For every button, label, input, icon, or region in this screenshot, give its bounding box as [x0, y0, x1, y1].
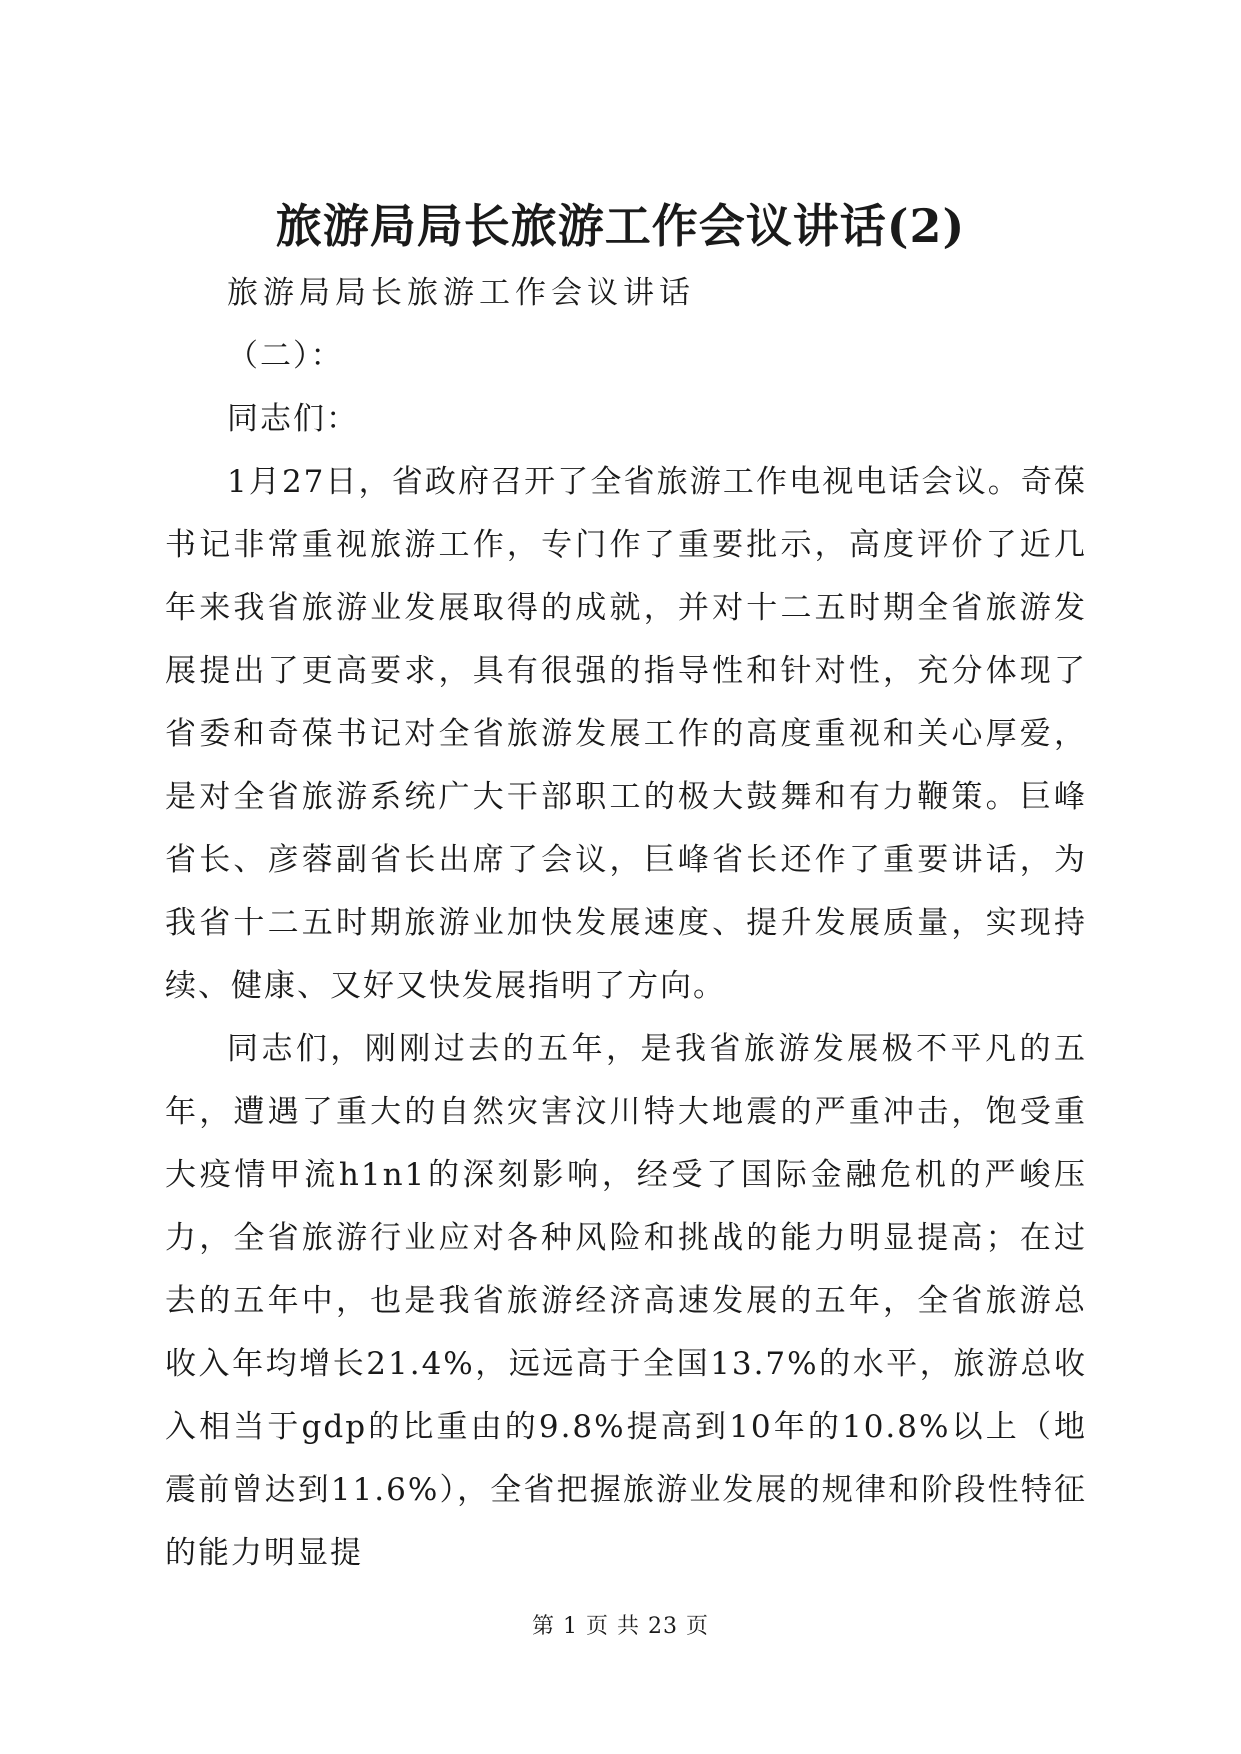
- document-subtitle: 旅游局局长旅游工作会议讲话: [227, 275, 695, 311]
- section-marker: （二）：: [227, 338, 344, 374]
- page-indicator: 第 1 页 共 23 页: [532, 1614, 709, 1639]
- body-paragraph: 1月27日，省政府召开了全省旅游工作电视电话会议。奇葆书记非常重视旅游工作，专门作了重要批示，高度评价了近几年来我省旅游业发展取得的成就，并对十二五时期全省旅游发展提出了更高要求，具有很强的指导性和针对性，充分体现了省委和奇葆书记对全省旅游发展工作的高度重视和关心厚爱，是对全省旅游系统广大干部职工的极大鼓舞和有力鞭策。巨峰省长、彦蓉副省长出席了会议，巨峰省长还作了重要讲话，为我省十二五时期旅游业加快发展速度、提升发展质量，实现持续、健康、又好又快发展指明了方向。: [165, 464, 1087, 1004]
- salutation: 同志们：: [227, 401, 359, 437]
- document-body: [165, 262, 1087, 1585]
- page-footer: [0, 1612, 1241, 1642]
- body-paragraph: 同志们，刚刚过去的五年，是我省旅游发展极不平凡的五年，遭遇了重大的自然灾害汶川特大地震的严重冲击，饱受重大疫情甲流h1n1的深刻影响，经受了国际金融危机的严峻压力，全省旅游行业应对各种风险和挑战的能力明显提高；在过去的五年中，也是我省旅游经济高速发展的五年，全省旅游总收入年均增长21.4%，远远高于全国13.7%的水平，旅游总收入相当于gdp的比重由的9.8%提高到10年的10.8%以上（地震前曾达到11.6%），全省把握旅游业发展的规律和阶段性特征的能力明显提: [165, 1031, 1087, 1571]
- document-title: 旅游局局长旅游工作会议讲话(2): [275, 199, 966, 253]
